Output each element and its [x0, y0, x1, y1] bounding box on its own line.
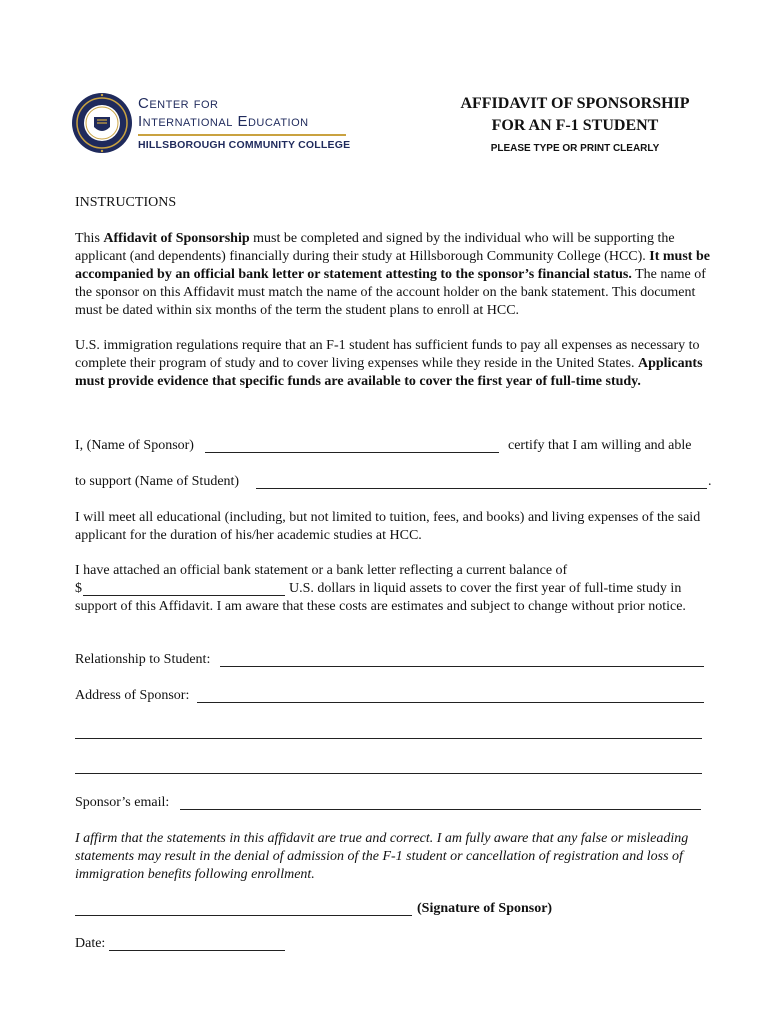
document-title-line1: AFFIDAVIT OF SPONSORSHIP [460, 95, 690, 112]
org-divider [138, 134, 346, 136]
email-field[interactable] [180, 809, 701, 810]
balance-statement-line1: I have attached an official bank statement or a bank letter reflecting a current balance of [75, 563, 568, 578]
instructions-paragraph-1: This Affidavit of Sponsorship must be completed and signed by the individual who will be supporting the applicant (and dependents) financially during their study at Hillsborough Community College (HCC). It must be accompanied by an official bank letter or statement attesting to the sponsor’s financial status. The name of the sponsor on this Affidavit must match the name of the account holder on the bank statement. This document must be dated within six months of the term the student plans to enroll at HCC. [75, 231, 710, 318]
document-subtitle: PLEASE TYPE OR PRINT CLEARLY [490, 143, 660, 154]
sponsor-name-field[interactable] [205, 452, 499, 453]
instructions-paragraph-2: U.S. immigration regulations require that an F-1 student has sufficient funds to pay all expenses as necessary to complete their program of study and to cover living expenses while they reside in the United States. Applicants must provide evidence that specific funds are available to cover the first year of full-time study. [75, 338, 703, 389]
org-name-line2: International Education [138, 113, 309, 130]
balance-statement-line2: U.S. dollars in liquid assets to cover the first year of full-time study in [289, 581, 682, 596]
address-field-line3[interactable] [75, 773, 702, 774]
affirmation-statement: I affirm that the statements in this affidavit are true and correct. I am fully aware that any false or misleading statements may result in the denial of admission of the F-1 student or cancellation of registration and loss of immigration benefits following enrollment. [75, 831, 689, 882]
instructions-heading: INSTRUCTIONS [75, 195, 177, 210]
college-name: HILLSBOROUGH COMMUNITY COLLEGE [138, 139, 351, 151]
address-field-line2[interactable] [75, 738, 702, 739]
email-label: Sponsor’s email: [75, 795, 170, 810]
student-name-field[interactable] [256, 488, 707, 489]
address-field-line1[interactable] [197, 702, 704, 703]
document-title-line2: FOR AN F-1 STUDENT [491, 117, 659, 134]
balance-amount-field[interactable] [83, 595, 285, 596]
student-name-label: to support (Name of Student) [75, 474, 240, 489]
student-line-period: . [708, 474, 712, 489]
address-label: Address of Sponsor: [75, 688, 190, 703]
signature-label: (Signature of Sponsor) [417, 901, 553, 916]
org-name-line1: Center for [138, 95, 219, 112]
expenses-statement: I will meet all educational (including, but not limited to tuition, fees, and books) and living expenses of the said applicant for the duration of his/her academic studies at HCC. [75, 510, 701, 543]
sponsor-certify-text: certify that I am willing and able [508, 438, 692, 453]
date-label: Date: [75, 936, 106, 951]
date-field[interactable] [109, 950, 285, 951]
sponsor-name-label: I, (Name of Sponsor) [75, 438, 194, 453]
relationship-field[interactable] [220, 666, 704, 667]
college-seal-logo [70, 91, 134, 155]
balance-statement-line3: support of this Affidavit. I am aware that these costs are estimates and subject to change without prior notice. [75, 599, 686, 614]
signature-field[interactable] [75, 915, 412, 916]
dollar-sign: $ [75, 581, 82, 596]
relationship-label: Relationship to Student: [75, 652, 211, 667]
